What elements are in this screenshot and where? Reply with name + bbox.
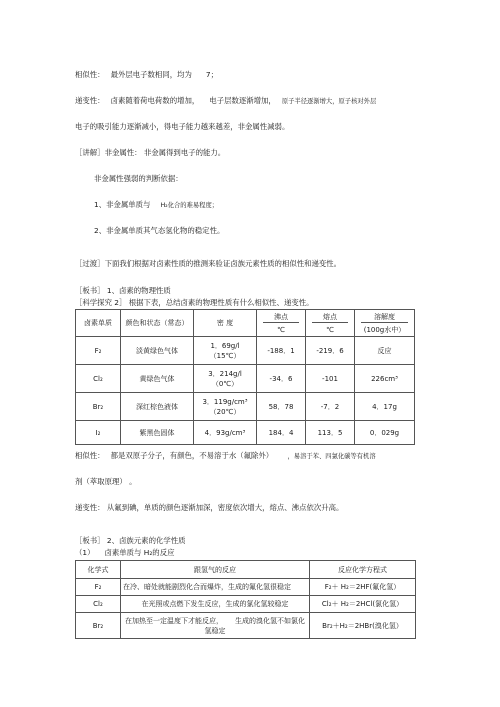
boiling-point-unit: ℃ <box>277 325 285 334</box>
physical-trend-line: 递变性： 从氟到碘，单质的颜色逐渐加深，密度依次增大，熔点、沸点依次升高。 <box>75 503 344 512</box>
table-row <box>76 613 416 639</box>
board-physical: ［板书］ 1、卤素的物理性质 <box>75 286 171 295</box>
solubility-label: 溶解度 <box>361 312 408 323</box>
table-row <box>76 365 415 393</box>
cell-solubility: 226cm³ <box>355 365 415 393</box>
cell-density <box>194 337 257 365</box>
cell-color: 黄绿色气体 <box>121 365 194 393</box>
density-value: 3．214g/l <box>208 369 242 378</box>
reaction-title <box>75 548 174 558</box>
cell-melting: 113．5 <box>306 421 355 445</box>
cell-boiling: -188．1 <box>257 337 306 365</box>
cell-equation: Br₂＋H₂＝2HBr(溴化氢） <box>310 613 416 639</box>
cell-density: 4．93g/cm³ <box>194 421 257 445</box>
physical-similarity-text: 都是双原子分子，有颜色，不易溶于水（氟除外） <box>110 451 270 460</box>
similarity-label: 相似性： <box>75 70 105 79</box>
reaction-text-1: 在加热至一定温度下才能反应， <box>125 616 223 625</box>
cell-reaction: 在光照或点燃下发生反应，生成的氯化氢较稳定 <box>121 596 310 613</box>
table-row <box>76 579 416 596</box>
table-row <box>76 393 415 421</box>
board-chemical: ［板书］ 2、卤族元素的化学性质 <box>75 536 186 545</box>
header-equation: 反应化学方程式 <box>310 561 416 579</box>
cell-equation: Cl₂＋ H₂＝2HCl(氯化氢） <box>310 596 416 613</box>
reaction-number: （1） <box>75 548 95 557</box>
cell-solubility: 反应 <box>355 337 415 365</box>
cell-element: Br₂ <box>76 393 121 421</box>
similarity-text: 最外层电子数相同，均为 <box>110 70 192 79</box>
density-value: 1．69g/l <box>210 341 240 350</box>
reaction-text-2: 生成的溴化氢不如氯化 <box>235 616 305 625</box>
reaction-text-3: 氢稳定 <box>204 626 226 635</box>
criteria-2: 2、非金属单质其气态氢化物的稳定性。 <box>94 226 225 235</box>
header-solubility <box>355 310 415 337</box>
melting-point-label: 熔点 <box>312 312 348 323</box>
cell-density <box>194 393 257 421</box>
table-header-row <box>76 561 416 579</box>
cell-element: F₂ <box>76 337 121 365</box>
header-density: 密 度 <box>194 310 257 337</box>
cell-formula: F₂ <box>76 579 121 596</box>
trend-line-2: 电子的吸引能力逐渐减小，得电子能力越来越差，非金属性减弱。 <box>75 122 290 131</box>
trend-text-3: 原子半径逐渐增大，原子核对外层 <box>281 98 377 105</box>
trend-line <box>75 96 376 107</box>
cell-density <box>194 365 257 393</box>
boiling-point-label: 沸点 <box>263 312 299 323</box>
similarity-value: 7； <box>205 70 218 79</box>
density-condition: （15℃） <box>209 351 241 360</box>
cell-melting: -101 <box>306 365 355 393</box>
table-header-row <box>76 310 415 337</box>
cell-boiling: -34．6 <box>257 365 306 393</box>
cell-boiling: 58．78 <box>257 393 306 421</box>
cell-reaction <box>121 613 310 639</box>
similarity-line <box>75 70 218 80</box>
density-condition: （0℃） <box>211 379 239 388</box>
criteria-1-text: 1、非金属单质与 <box>94 200 151 209</box>
melting-point-unit: ℃ <box>326 325 334 334</box>
cell-element: Cl₂ <box>76 365 121 393</box>
inquiry-line: ［科学探究 2］ 根据下表，总结卤素的物理性质有什么相似性、递变性。 <box>75 298 314 307</box>
cell-color: 淡黄绿色气体 <box>121 337 194 365</box>
physical-similarity-text-2: ，易溶于苯、四氯化碳等有机溶 <box>287 453 376 460</box>
criteria-1-detail: H₂化合的难易程度； <box>160 202 219 209</box>
physical-similarity-line <box>75 451 376 462</box>
table-row <box>76 421 415 445</box>
header-element: 卤素单质 <box>76 310 121 337</box>
cell-reaction: 在冷、暗处就能剧烈化合而爆炸，生成的氟化氢很稳定 <box>121 579 310 596</box>
cell-equation: F₂＋ H₂＝2HF(氟化氢） <box>310 579 416 596</box>
criteria-1 <box>94 200 218 211</box>
table-row <box>76 337 415 365</box>
reaction-title-text: 卤素单质与 H₂的反应 <box>104 548 175 557</box>
cell-formula: Cl₂ <box>76 596 121 613</box>
table-row <box>76 596 416 613</box>
header-melting-point <box>306 310 355 337</box>
trend-text-1: 卤素随着荷电荷数的增加， <box>110 96 200 105</box>
header-boiling-point <box>257 310 306 337</box>
cell-solubility: 0．029g <box>355 421 415 445</box>
cell-color: 深红棕色液体 <box>121 393 194 421</box>
criteria-intro: 非金属性强弱的判断依据： <box>94 174 183 183</box>
trend-text-2: 电子层数逐渐增加， <box>209 96 276 105</box>
cell-melting: -219．6 <box>306 337 355 365</box>
header-formula: 化学式 <box>76 561 121 579</box>
density-value: 3．119g/cm³ <box>202 397 248 406</box>
physical-similarity-line-2: 剂（萃取原理） 。 <box>75 477 137 486</box>
cell-color: 紫黑色固体 <box>121 421 194 445</box>
solubility-unit: (100g水中） <box>363 325 406 334</box>
cell-boiling: 184．4 <box>257 421 306 445</box>
cell-melting: -7．2 <box>306 393 355 421</box>
trend-label: 递变性： <box>75 96 105 105</box>
cell-element: I₂ <box>76 421 121 445</box>
density-condition: （20℃） <box>209 407 241 416</box>
lecture-line: ［讲解］非金属性： 非金属得到电子的能力。 <box>75 148 226 157</box>
header-reaction: 跟氢气的反应 <box>121 561 310 579</box>
physical-properties-table <box>75 309 415 445</box>
reaction-table <box>75 560 416 639</box>
transition-line: ［过渡］下面我们根据对卤素性质的推测来验证卤族元素性质的相似性和递变性。 <box>75 259 342 268</box>
physical-similarity-label: 相似性： <box>75 451 105 460</box>
cell-solubility: 4．17g <box>355 393 415 421</box>
header-color-state: 颜色和状态（常态） <box>121 310 194 337</box>
cell-formula: Br₂ <box>76 613 121 639</box>
